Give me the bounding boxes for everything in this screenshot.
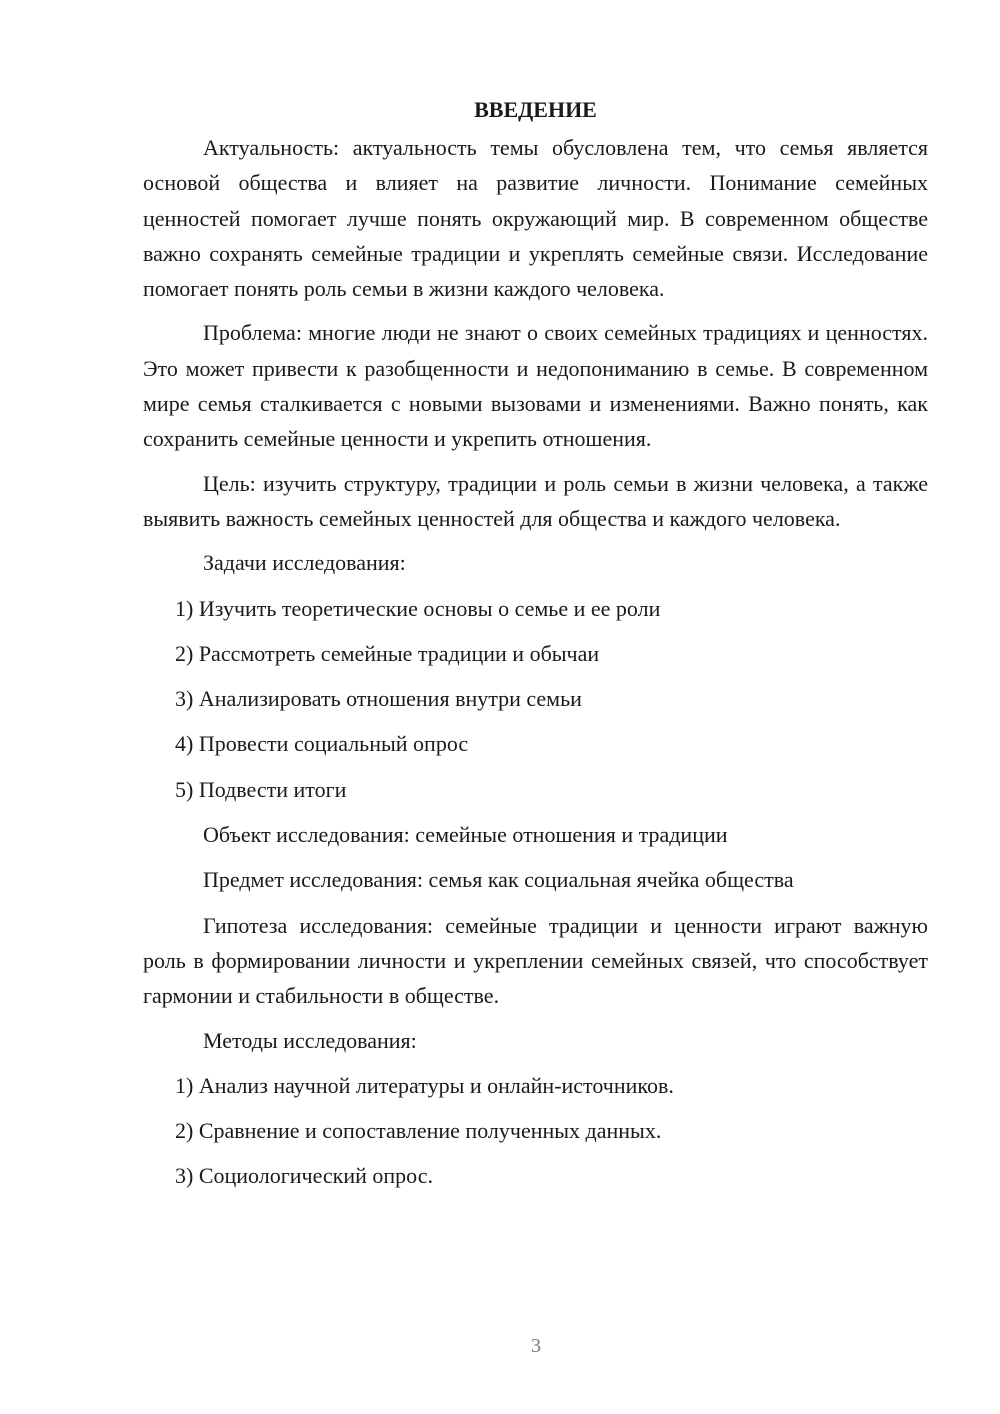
methods-title: Методы исследования: <box>203 1027 417 1053</box>
method-item: 1) Анализ научной литературы и онлайн-источников. <box>175 1072 674 1098</box>
hypothesis-paragraph: Гипотеза исследования: семейные традиции и ценности играют важную роль в формировании личности и укреплении семейных связей, что способствует гармонии и стабильности в обществе. <box>143 912 928 1009</box>
tasks-title: Задачи исследования: <box>203 550 406 576</box>
task-item: 5) Подвести итоги <box>175 776 347 802</box>
task-item: 4) Провести социальный опрос <box>175 731 469 757</box>
section-heading: ВВЕДЕНИЕ <box>474 97 597 122</box>
task-item: 3) Анализировать отношения внутри семьи <box>175 686 582 712</box>
goal-paragraph: Цель: изучить структуру, традиции и роль семьи в жизни человека, а также выявить важность семейных ценностей для общества и каждого человека. <box>143 470 928 531</box>
task-item: 1) Изучить теоретические основы о семье и ее роли <box>175 595 661 621</box>
task-item: 2) Рассмотреть семейные традиции и обычаи <box>175 640 600 666</box>
method-item: 3) Социологический опрос. <box>175 1163 433 1189</box>
problem-paragraph: Проблема: многие люди не знают о своих семейных традициях и ценностях. Это может привести к разобщенности и недопониманию в семье. В современном мире семья сталкивается с новыми вызовами и изменениями. Важно понять, как сохранить семейные ценности и укрепить отношения. <box>143 320 928 452</box>
research-subject: Предмет исследования: семья как социальная ячейка общества <box>203 867 794 893</box>
research-object: Объект исследования: семейные отношения и традиции <box>203 822 728 848</box>
relevance-paragraph: Актуальность: актуальность темы обусловлена тем, что семья является основой общества и влияет на развитие личности. Понимание семейных ценностей помогает лучше понять окружающий мир. В современном обществе важно сохранять семейные традиции и укреплять семейные связи. Исследование помогает понять роль семьи в жизни каждого человека. <box>143 135 928 302</box>
page-number: 3 <box>531 1335 541 1357</box>
method-item: 2) Сравнение и сопоставление полученных данных. <box>175 1118 662 1144</box>
page-content <box>143 92 928 1204</box>
